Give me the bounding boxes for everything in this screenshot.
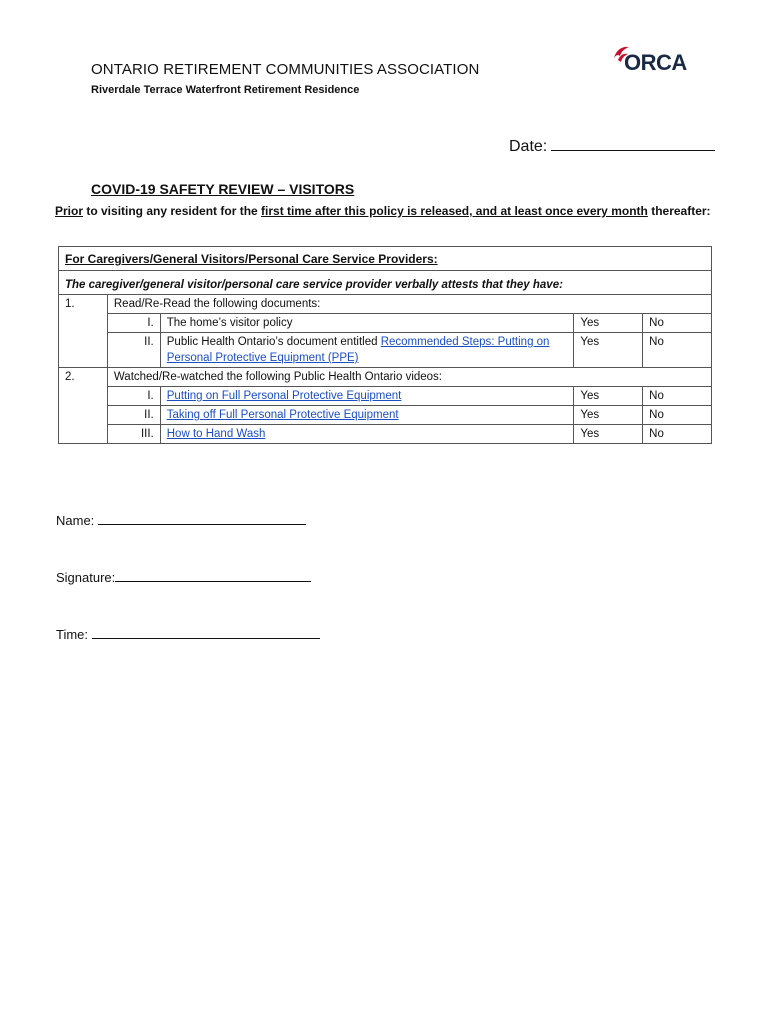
item-text bbox=[160, 425, 574, 444]
section-number: 1. bbox=[59, 295, 108, 314]
table-row bbox=[59, 387, 712, 406]
no-option[interactable]: No bbox=[643, 425, 712, 444]
item-text bbox=[160, 406, 574, 425]
signature-label: Signature: bbox=[56, 570, 116, 585]
signature-field[interactable] bbox=[56, 567, 311, 585]
intro-part1: to visiting any resident for the bbox=[83, 204, 262, 218]
table-heading: For Caregivers/General Visitors/Personal Care Service Providers: bbox=[59, 247, 712, 271]
name-label: Name: bbox=[56, 513, 95, 528]
attestation-table bbox=[58, 246, 712, 444]
no-option[interactable]: No bbox=[643, 406, 712, 425]
item-numeral: III. bbox=[107, 425, 160, 444]
time-field[interactable] bbox=[56, 624, 320, 642]
item-numeral: I. bbox=[107, 314, 160, 333]
table-row bbox=[59, 425, 712, 444]
date-label: Date: bbox=[509, 138, 548, 155]
date-field[interactable] bbox=[509, 136, 715, 156]
date-line[interactable] bbox=[551, 136, 715, 151]
organization-name: ONTARIO RETIREMENT COMMUNITIES ASSOCIATION bbox=[91, 61, 480, 78]
table-row bbox=[59, 368, 712, 387]
no-option[interactable]: No bbox=[643, 387, 712, 406]
table-row bbox=[59, 406, 712, 425]
item-numeral: II. bbox=[107, 406, 160, 425]
logo-text: ORCA bbox=[624, 50, 687, 75]
item-prefix: Public Health Ontario’s document entitled bbox=[166, 336, 381, 348]
no-option[interactable]: No bbox=[643, 333, 712, 368]
item-text bbox=[160, 333, 574, 368]
yes-option[interactable]: Yes bbox=[574, 333, 643, 368]
putting-on-ppe-video-link[interactable]: Putting on Full Personal Protective Equipment bbox=[166, 390, 402, 402]
ppe-steps-link[interactable]: Recommended Steps: Putting on Personal Protective Equipment (PPE) bbox=[166, 336, 550, 364]
table-row bbox=[59, 295, 712, 314]
yes-option[interactable]: Yes bbox=[574, 387, 643, 406]
time-label: Time: bbox=[56, 627, 89, 642]
intro-text bbox=[55, 202, 715, 221]
name-line[interactable] bbox=[98, 510, 306, 525]
section-number: 2. bbox=[59, 368, 108, 387]
signature-line[interactable] bbox=[115, 567, 311, 582]
item-numeral: II. bbox=[107, 333, 160, 368]
table-row bbox=[59, 314, 712, 333]
yes-option[interactable]: Yes bbox=[574, 425, 643, 444]
section-label: Read/Re-Read the following documents: bbox=[107, 295, 711, 314]
table-row bbox=[59, 333, 712, 368]
residence-name: Riverdale Terrace Waterfront Retirement Residence bbox=[91, 84, 360, 96]
intro-part2: thereafter: bbox=[647, 204, 711, 218]
item-text: The home’s visitor policy bbox=[160, 314, 574, 333]
yes-option[interactable]: Yes bbox=[574, 406, 643, 425]
section-label: Watched/Re-watched the following Public Health Ontario videos: bbox=[107, 368, 711, 387]
item-numeral: I. bbox=[107, 387, 160, 406]
yes-option[interactable]: Yes bbox=[574, 314, 643, 333]
attestation-text: The caregiver/general visitor/personal care service provider verbally attests that they have: bbox=[59, 271, 712, 295]
intro-prior: Prior bbox=[55, 204, 84, 218]
orca-logo bbox=[612, 44, 687, 76]
no-option[interactable]: No bbox=[643, 314, 712, 333]
form-title: COVID-19 SAFETY REVIEW – VISITORS bbox=[91, 181, 355, 197]
time-line[interactable] bbox=[92, 624, 320, 639]
hand-wash-video-link[interactable]: How to Hand Wash bbox=[166, 428, 266, 440]
intro-first-time: first time after this policy is released, and at least once every month bbox=[261, 204, 648, 218]
item-text bbox=[160, 387, 574, 406]
name-field[interactable] bbox=[56, 510, 306, 528]
taking-off-ppe-video-link[interactable]: Taking off Full Personal Protective Equipment bbox=[166, 409, 399, 421]
